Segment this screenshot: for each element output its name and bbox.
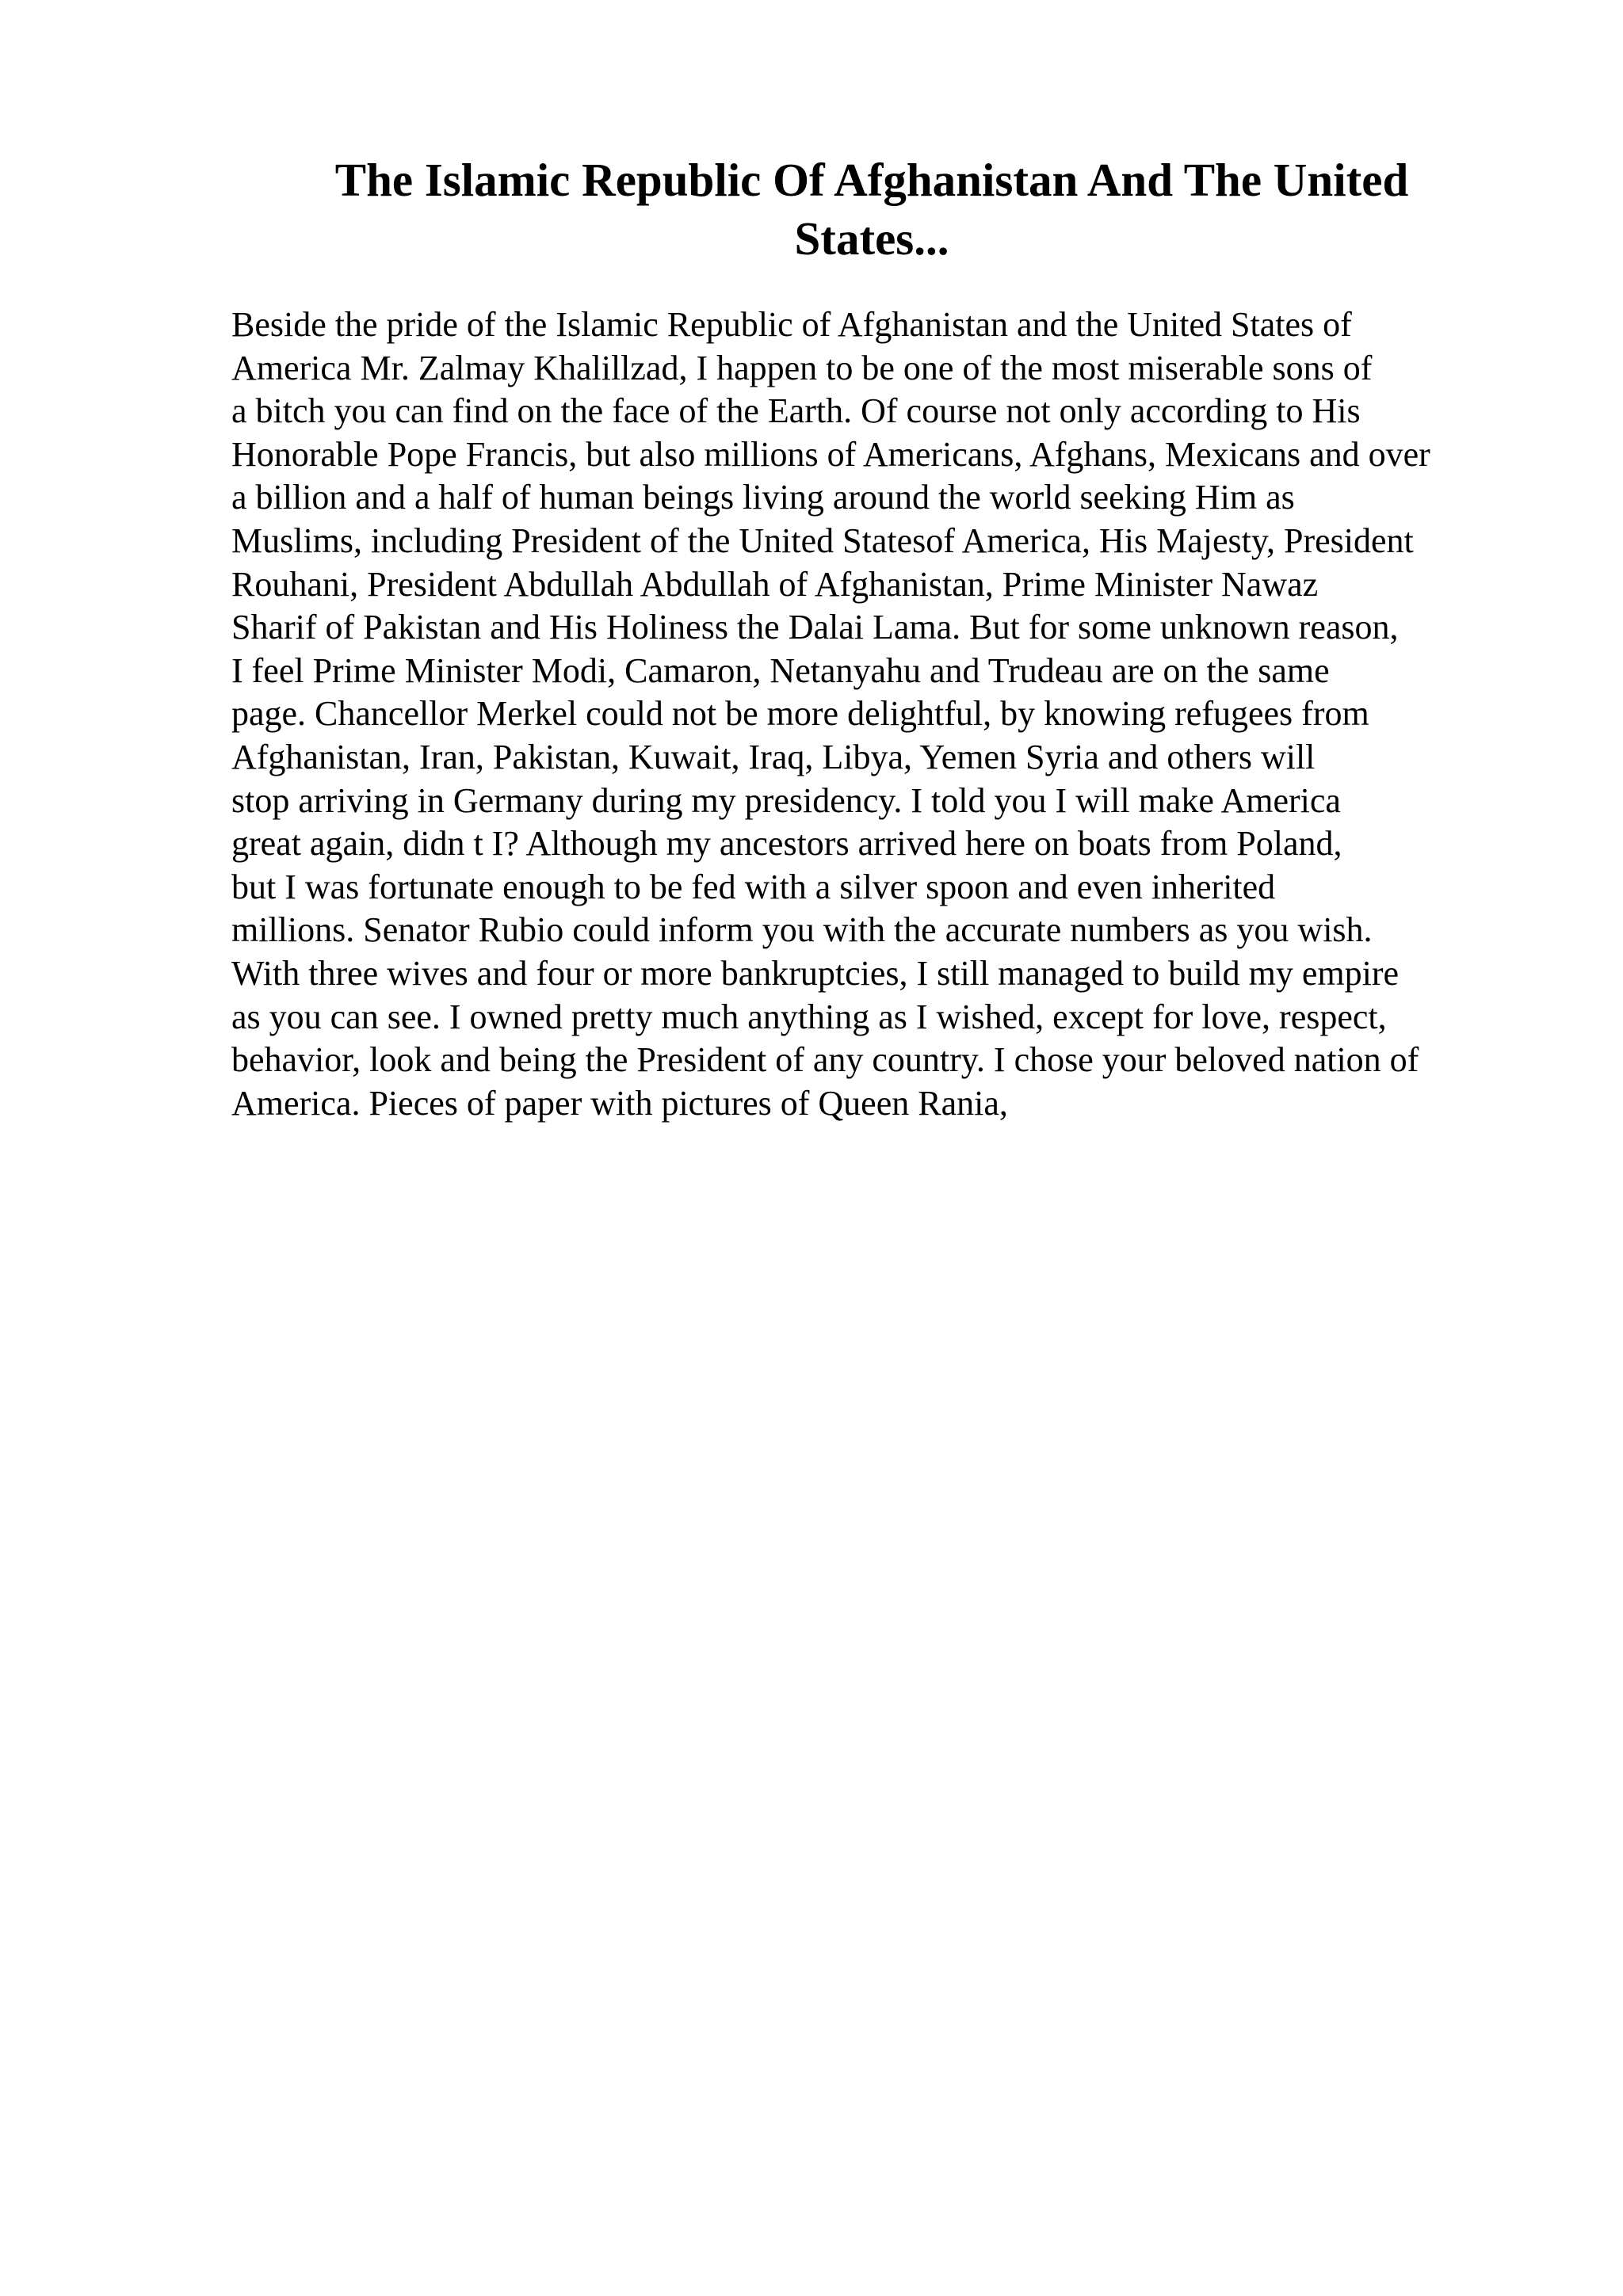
body-line: page. Chancellor Merkel could not be more delightful, by knowing refugees from [231, 694, 1369, 734]
body-line: behavior, look and being the President of any country. I chose your beloved nation of [231, 1040, 1419, 1080]
body-line: stop arriving in Germany during my presidency. I told you I will make America [231, 780, 1341, 820]
body-line: Honorable Pope Francis, but also millions of Americans, Afghans, Mexicans and over [231, 434, 1430, 474]
body-line: America. Pieces of paper with pictures of Queen Rania, [231, 1083, 1008, 1123]
document-body [231, 303, 1531, 1125]
document-title: The Islamic Republic Of Afghanistan And The United States... [334, 154, 1409, 265]
body-line: Beside the pride of the Islamic Republic of Afghanistan and the United States of [231, 305, 1352, 344]
body-line: I feel Prime Minister Modi, Camaron, Netanyahu and Trudeau are on the same [231, 650, 1330, 690]
body-line: great again, didn t I? Although my ancestors arrived here on boats from Poland, [231, 824, 1342, 864]
body-line: Muslims, including President of the United Statesof America, His Majesty, President [231, 521, 1414, 560]
body-line: a billion and a half of human beings living around the world seeking Him as [231, 478, 1295, 517]
body-line: With three wives and four or more bankruptcies, I still managed to build my empire [231, 953, 1400, 993]
body-line: as you can see. I owned pretty much anything as I wished, except for love, respect, [231, 997, 1387, 1036]
body-line: but I was fortunate enough to be fed with a silver spoon and even inherited [231, 867, 1276, 906]
body-line: America Mr. Zalmay Khalillzad, I happen to be one of the most miserable sons of [231, 348, 1373, 387]
body-line: a bitch you can find on the face of the Earth. Of course not only according to His [231, 391, 1361, 431]
body-line: Afghanistan, Iran, Pakistan, Kuwait, Iraq, Libya, Yemen Syria and others will [231, 737, 1316, 776]
body-line: millions. Senator Rubio could inform you with the accurate numbers as you wish. [231, 910, 1373, 950]
body-line: Sharif of Pakistan and His Holiness the Dalai Lama. But for some unknown reason, [231, 608, 1399, 647]
body-line: Rouhani, President Abdullah Abdullah of Afghanistan, Prime Minister Nawaz [231, 564, 1319, 604]
